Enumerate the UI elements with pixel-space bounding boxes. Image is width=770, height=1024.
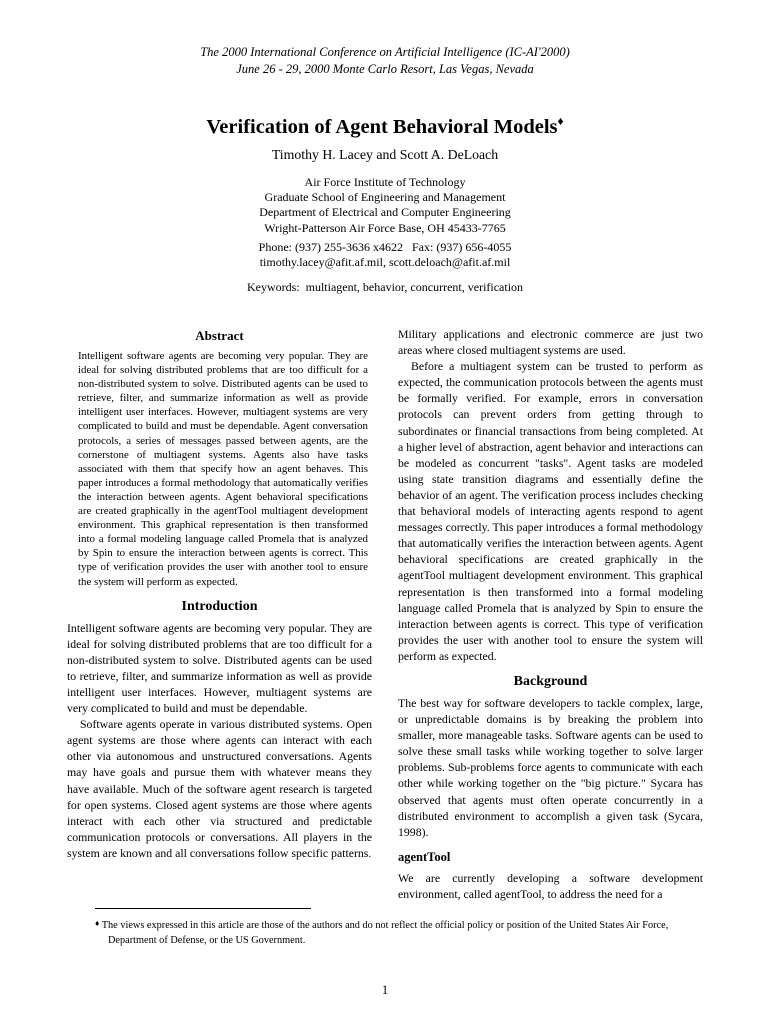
introduction-paragraph-2: Software agents operate in various distributed systems. Open agent systems are those where agents can interact with each other via autonomous and unstructured conversations. Agents may have goals and pursue them with whatever means they have available. Much of the software agent research is targeted for open systems. Closed agent systems are those where agents interact with each other via structured and predictable communication protocols or conversations. All players in the system are known and all conversations follow specific patterns. bbox=[67, 717, 372, 860]
agenttool-paragraph-1: We are currently developing a software development environment, called agentTool, to address the need for a bbox=[398, 870, 703, 901]
affiliation-block bbox=[0, 175, 770, 236]
affiliation-line: Department of Electrical and Computer Engineering bbox=[259, 205, 511, 220]
paper-title-text: Verification of Agent Behavioral Models bbox=[206, 115, 558, 138]
introduction-heading: Introduction bbox=[181, 598, 258, 614]
affiliation-line: Graduate School of Engineering and Management bbox=[264, 190, 506, 205]
authors: Timothy H. Lacey and Scott A. DeLoach bbox=[271, 147, 499, 162]
body-paragraph-continuation: Military applications and electronic commerce are just two areas where closed multiagent systems are used. bbox=[398, 327, 703, 358]
conference-header bbox=[0, 44, 770, 77]
footnote-marker-icon: ♦ bbox=[95, 918, 100, 928]
two-column-body bbox=[67, 326, 703, 902]
introduction-paragraph-1: Intelligent software agents are becoming very popular. They are ideal for solving distributed problems that are too difficult for a non-distributed system to solve. Distributed agents can be used to retrieve, filter, and summarize information as well as provide intelligent user interfaces. However, multiagent systems are very complicated to build and must be dependable. bbox=[67, 620, 372, 716]
right-column bbox=[398, 326, 703, 902]
agenttool-subheading: agentTool bbox=[398, 849, 451, 864]
abstract-heading: Abstract bbox=[195, 328, 244, 343]
affiliation-line: Air Force Institute of Technology bbox=[304, 175, 466, 189]
body-paragraph-verification: Before a multiagent system can be trusted to perform as expected, the communication protocols between the agents must be formally verified. For example, errors in conversation protocols can prevent orders from getting through to subordinates or financial transactions from being completed. At a higher level of abstraction, agent behavior and interactions can be modeled as concurrent "tasks". Agent tasks are modeled using state transition diagrams and essentially define the behavior of an agent. The verification process includes checking that behavioral models of interacting agents respond to agent messages correctly. This paper introduces a formal methodology that automatically verifies the interaction between agents. Agent behavioral specifications are created graphically in the agentTool multiagent development environment. This graphical representation is then transformed into a formal modeling language called Promela that is analyzed by Spin to ensure the interaction between agents is correct. This type of verification provides the user with another tool to ensure the system will perform as expected. bbox=[398, 359, 703, 663]
conference-date-location: June 26 - 29, 2000 Monte Carlo Resort, Las Vegas, Nevada bbox=[236, 61, 534, 76]
keywords-line: Keywords: multiagent, behavior, concurrent, verification bbox=[246, 280, 524, 294]
email-line: timothy.lacey@afit.af.mil, scott.deloach@afit.af.mil bbox=[259, 255, 511, 270]
contact-block bbox=[0, 240, 770, 271]
footnote-separator-rule bbox=[95, 908, 311, 909]
phone-fax-line: Phone: (937) 255-3636 x4622 Fax: (937) 656-4055 bbox=[258, 240, 512, 254]
left-column bbox=[67, 326, 372, 902]
footnote-text bbox=[95, 916, 691, 948]
footnote bbox=[95, 908, 691, 948]
footnote-text-content: The views expressed in this article are those of the authors and do not reflect the official policy or position of the United States Air Force, Department of Defense, or the US Government. bbox=[101, 920, 669, 946]
abstract-text: Intelligent software agents are becoming very popular. They are ideal for solving distributed problems that are too difficult for a non-distributed system to solve. Distributed agents can be used to retrieve, filter, and summarize information as well as provide intelligent user interfaces. However, multiagent systems are very complicated to build and must be dependable. Agent conversation protocols, a series of messages passed between agents, are the cornerstone of multiagent systems. Agents also have tasks associated with them that specify how an agent behaves. This paper introduces a formal methodology that automatically verifies the interaction between agents. Agent behavioral specifications are created graphically in the agentTool multiagent development environment. This graphical representation is then transformed into a formal modeling language called Promela that is analyzed by Spin to ensure the interaction between agents is correct. This type of verification provides the user with another tool to ensure the system will perform as expected. bbox=[78, 350, 368, 588]
background-paragraph-1: The best way for software developers to tackle complex, large, or unpredictable domains is by breaking the problem into smaller, more manageable tasks. Software agents can be used to solve these small tasks while working together to solve larger problems. Sub-problems force agents to communicate with each other while working together on the "big picture." Sycara has observed that agents must often operate concurrently in a distributed environment to accomplish a given task (Sycara, 1998). bbox=[398, 695, 703, 839]
title-footnote-marker-icon: ♦ bbox=[557, 113, 564, 128]
page-number: 1 bbox=[381, 983, 389, 997]
conference-name: The 2000 International Conference on Artificial Intelligence (IC-AI'2000) bbox=[200, 45, 570, 59]
affiliation-line: Wright-Patterson Air Force Base, OH 45433-7765 bbox=[264, 220, 506, 235]
paper-title bbox=[0, 114, 770, 139]
background-heading: Background bbox=[513, 673, 588, 689]
